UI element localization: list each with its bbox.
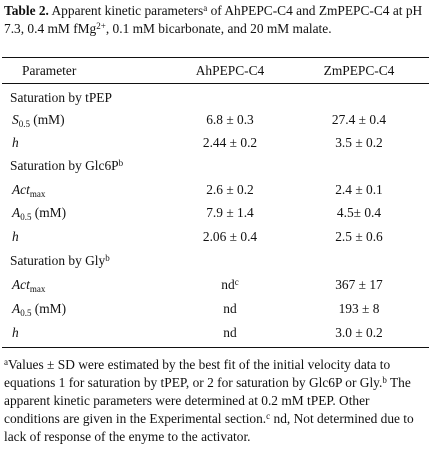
value-cell: 2.4 ± 0.1 [335, 182, 383, 197]
value-cell: 2.06 ± 0.4 [202, 229, 258, 244]
footnote-b-marker: b [382, 375, 387, 385]
footnote-c-marker: c [266, 411, 271, 421]
section-glc6p: Saturation by $Glc6P^b$ [10, 158, 124, 173]
bottom-rule [2, 347, 429, 348]
value-cell: 3.5 ± 0.2 [335, 135, 383, 150]
value-cell: 6.8 ± 0.3 [206, 112, 254, 127]
param-s05: $S_{0.5}$ (mM) [12, 112, 65, 129]
caption-text: , 0.1 mM bicarbonate, and 20 mM malate. [105, 21, 332, 36]
header-rule [2, 83, 429, 84]
section-gly: Saturation by Gly$^b$ [10, 253, 110, 268]
param-actmax: Act$_{max}$ [12, 277, 46, 294]
param-h: h [12, 325, 19, 340]
footnote-a-text: Values ± SD were estimated by the best fit of the initial velocity data to equations 1 for saturation by tPEP, or 2 for saturation by Glc6P or Gly. [4, 357, 391, 390]
value-cell: 27.4 ± 0.4 [331, 112, 387, 127]
value-cell: nd [223, 325, 237, 340]
value-cell: 7.9 ± 1.4 [206, 205, 254, 220]
table-label: Table 2. [4, 3, 49, 18]
caption-superscript: 2+ [96, 21, 106, 31]
value-cell: 3.0 ± 0.2 [335, 325, 383, 340]
param-a05: $A_{0.5}$ (mM) [12, 205, 67, 222]
value-cell: 2.5 ± 0.6 [335, 229, 383, 244]
table-caption [4, 2, 428, 38]
caption-text: Apparent kinetic parameters [48, 3, 204, 18]
footnote-a-marker: a [4, 357, 8, 367]
param-a05: $A_{0.5}$ (mM) [12, 301, 67, 318]
caption-text: of AhPEPC-C4 and ZmPEPC-C4 at pH 7.3, 0.4 mM fMg [4, 3, 423, 36]
footnote-c-marker: c [234, 277, 239, 287]
param-h: h [12, 229, 19, 244]
value-cell: nd [223, 301, 237, 316]
header-zmpepc: ZmPEPC-C4 [323, 63, 395, 78]
value-cell: 2.44 ± 0.2 [202, 135, 258, 150]
value-cell: $nd^c$ [221, 277, 239, 292]
value-cell: 4.5± 0.4 [336, 205, 382, 220]
value-cell: 367 ± 17 [335, 277, 383, 292]
param-actmax: Act$_{max}$ [12, 182, 46, 199]
table-footnotes [4, 356, 428, 446]
param-h: h [12, 135, 19, 150]
footnote-c-text: nd, Not determined due to lack of response of the enyme to the activator. [4, 411, 414, 444]
footnote-b-text: The apparent kinetic parameters were determined at 0.2 mM tPEP. Other conditions are given in the Experimental section. [4, 375, 411, 426]
footnote-b-marker: b [118, 158, 124, 168]
header-ahpepc: AhPEPC-C4 [195, 63, 265, 78]
footnote-b-marker: b [105, 253, 110, 263]
value-cell: 193 ± 8 [338, 301, 380, 316]
top-rule [2, 57, 429, 58]
header-parameter: Parameter [22, 63, 77, 78]
section-tpep: Saturation by tPEP [10, 90, 112, 105]
value-cell: 2.6 ± 0.2 [206, 182, 254, 197]
caption-footnote-a-marker: a [203, 3, 208, 13]
